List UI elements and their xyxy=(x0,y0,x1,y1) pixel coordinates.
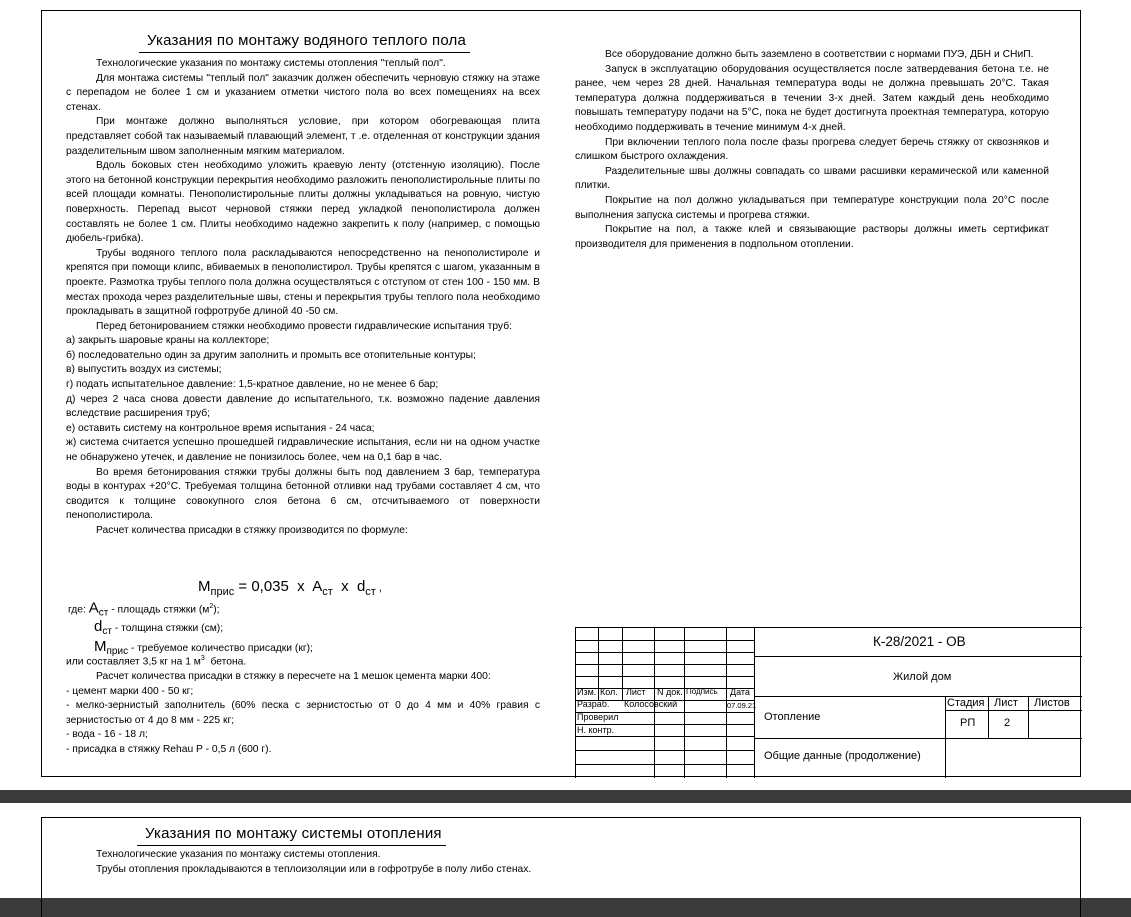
list-item: г) подать испытательное давление: 1,5-кратное давление, но не менее 6 бар; xyxy=(66,379,439,391)
legend-d-sub: ст xyxy=(102,626,112,638)
page-title xyxy=(147,32,466,49)
rate-text: или составляет 3,5 кг на 1 м xyxy=(66,656,201,668)
stamp-role: Н. контр. xyxy=(577,725,615,735)
legend-a-sup: 2 xyxy=(209,603,214,610)
grid-line xyxy=(576,640,754,641)
stamp-header: N док. xyxy=(657,687,683,697)
grid-line xyxy=(598,628,599,700)
grid-line xyxy=(754,738,1082,739)
grid-line xyxy=(576,750,754,751)
paragraph: Технологические указания по монтажу системы отопления "теплый пол". xyxy=(96,58,446,69)
stamp-role: Проверил xyxy=(577,712,619,722)
paragraph: Разделительные швы должны совпадать со швами расшивки керамической или каменной плитки. xyxy=(575,165,1049,192)
grid-line xyxy=(988,696,989,738)
list-item: - присадка в стяжку Rehau P - 0,5 л (600 г). xyxy=(66,743,272,755)
formula-eq: = 0,035 x xyxy=(234,578,313,595)
left-column-bottom-text xyxy=(66,652,540,758)
left-column-text xyxy=(66,57,540,539)
grid-line xyxy=(754,656,1082,657)
formula-x: x xyxy=(332,578,357,595)
list-item: а) закрыть шаровые краны на коллекторе; xyxy=(66,335,270,347)
stamp-header: Подпись xyxy=(686,687,718,696)
formula-d-sub: ст xyxy=(365,586,376,598)
page-title-text: Указания по монтажу водяного теплого пола xyxy=(147,32,467,49)
stamp-header: Лист xyxy=(626,687,646,697)
formula-m: M xyxy=(198,578,211,595)
formula xyxy=(198,578,382,598)
rate-end: бетона. xyxy=(204,656,247,668)
paragraph: Покрытие на пол должно укладываться при температуре конструкции пола 20°С после выполнения запуска системы и прогрева стяжки. xyxy=(575,194,1049,221)
list-item: е) оставить систему на контрольное время испытания - 24 часа; xyxy=(66,422,375,434)
grid-line xyxy=(1028,696,1029,738)
formula-d: d xyxy=(356,578,366,595)
paragraph: Во время бетонирования стяжки трубы должны быть под давлением 3 бар, температура воды в контурах +20°С. Требуемая толщина бетонной отливки над трубами составляет 4 см, что сводится к толщине совокупного слоя бетона 6 см, отсчитываемого от поверхности пенополистирола. xyxy=(66,466,540,522)
stage-value: РП xyxy=(960,717,976,729)
list-item: б) последовательно один за другим заполнить и промыть все отопительные контуры; xyxy=(66,349,476,361)
list-item: - вода - 16 - 18 л; xyxy=(66,729,148,741)
stamp-header: Изм. xyxy=(577,687,597,697)
list-item: - цемент марки 400 - 50 кг; xyxy=(66,685,194,697)
stamp-role: Разраб. xyxy=(577,699,610,709)
grid-line xyxy=(576,676,754,677)
legend-label: где: xyxy=(68,604,86,616)
legend-m-sub: прис xyxy=(106,645,129,657)
list-item: ж) система считается успешно прошедшей гидравлические испытания, если ни на одном участке не обнаружено утечек, и давление не понизилось более, чем на 0,1 бар в час. xyxy=(66,437,540,464)
stamp-header: Кол. xyxy=(600,687,618,697)
legend-line-a xyxy=(68,600,313,620)
sheet-label: Лист xyxy=(994,697,1018,709)
paragraph: Вдоль боковых стен необходимо уложить краевую ленту (отстенную изоляцию). После этого на бетонной конструкции перекрытия необходимо разложить пенополистирольные плиты по всей площади комнаты. Пенополистирольные плиты должны укладываться на ровную, чистую поверхность. Перепад высот черновой стяжки перед укладкой пенополистирола должен составлять не более 1 см. Плиты необходимо надежно закрепить к полу (например, с помощью дюбель-грибка). xyxy=(66,160,540,245)
formula-a-sub: ст xyxy=(322,586,333,598)
legend-m-text: - требуемое количество присадки (кг); xyxy=(128,642,313,654)
rate-sup: 3 xyxy=(200,655,205,662)
paragraph: Перед бетонированием стяжки необходимо провести гидравлические испытания труб: xyxy=(96,320,512,332)
formula-legend xyxy=(68,600,313,659)
legend-a-sub: ст xyxy=(98,607,109,619)
object-name: Жилой дом xyxy=(893,671,952,683)
paragraph: При включении теплого пола после фазы прогрева следует беречь стяжку от сквозняков и слишком быстрого охлаждения. xyxy=(575,136,1049,163)
grid-line xyxy=(945,710,1082,711)
grid-line xyxy=(576,736,754,737)
paragraph: Трубы водяного теплого пола раскладываются непосредственно на пенополистироле и крепятся при помощи клипс, вбиваемых в пенополистирол. Трубы крепятся с шагом, указанным в проекте. Размотка трубы теплого пола должна осуществляться с отступом от стен 100 - 150 мм. В местах прохода через разделительные швы, стены и перекрытия трубы теплого пола необходимо прокладывать в защитной гофротрубе длиной 40 -50 см. xyxy=(66,247,540,318)
grid-line xyxy=(622,628,623,700)
grid-line xyxy=(754,696,1082,697)
legend-a-end: ); xyxy=(213,604,220,616)
section-name: Отопление xyxy=(764,711,821,723)
grid-line xyxy=(576,652,754,653)
grid-line xyxy=(576,764,754,765)
paragraph: Расчет количества присадки в стяжку производится по формуле: xyxy=(96,525,408,536)
legend-d-sym: d xyxy=(94,618,103,636)
paragraph: Покрытие на пол, а также клей и связывающие растворы должны иметь сертификат производителя для применения в подпольном отоплении. xyxy=(575,224,1049,250)
list-item: - мелко-зернистый заполнитель (60% песка с зернистостью от 0 до 4 мм и 40% гравия с зернистостью от 4 до 8 мм - 225 кг; xyxy=(66,700,540,726)
grid-line xyxy=(684,628,685,778)
page-title xyxy=(145,825,442,842)
legend-a-sym: A xyxy=(88,599,99,617)
formula-m-sub: прис xyxy=(210,586,235,598)
paragraph: Для монтажа системы "теплый пол" заказчик должен обеспечить черновую стяжку на этаже с перепадом не более 1 см и указанием отметки чистого пола во всех помещениях на всех стенах. xyxy=(66,72,540,113)
paragraph: Все оборудование должно быть заземлено в соответствии с нормами ПУЭ, ДБН и СНиП. xyxy=(605,49,1034,60)
sheet-title: Общие данные (продолжение) xyxy=(764,750,921,762)
stamp-header: Дата xyxy=(730,687,750,697)
page2-text xyxy=(66,848,540,877)
stamp-date: 07.09.21 xyxy=(727,701,757,710)
formula-a: A xyxy=(312,578,323,595)
sheets-label: Листов xyxy=(1034,697,1070,709)
title-block xyxy=(575,627,1082,778)
legend-m-sym: M xyxy=(94,637,107,655)
list-item: в) выпустить воздух из системы; xyxy=(66,364,222,376)
grid-line xyxy=(945,696,946,778)
stage-label: Стадия xyxy=(947,697,985,709)
rate-line xyxy=(66,652,540,670)
title-underline xyxy=(139,52,470,53)
grid-line xyxy=(576,664,754,665)
paragraph: Трубы отопления прокладываются в теплоизоляции или в гофротрубе в полу либо стенах. xyxy=(96,863,532,875)
stamp-developer: Колосовский xyxy=(624,699,678,709)
list-item: д) через 2 часа снова довести давление до испытательного, т.к. возможно падение давления вследствие расширения труб; xyxy=(66,393,540,420)
page-title-text: Указания по монтажу системы отопления xyxy=(145,825,442,842)
sheet-value: 2 xyxy=(1004,717,1011,729)
formula-tail: , xyxy=(375,582,382,594)
title-underline xyxy=(137,845,446,846)
paragraph: При монтаже должно выполняться условие, при котором обогревающая плита представляет собой так называемый плавающий элемент, т .е. отделенная от конструкции здания разделительным швом заполненным мягким материалом. xyxy=(66,116,540,157)
paragraph: Запуск в эксплуатацию оборудования осуществляется после затвердевания бетона т.е. не ранее, чем через 28 дней. Начальная температура воды не должна превышать 20°С. Такая температура должна поддерживаться в течении 3-х дней. Затем каждый день необходимо повышать температуру подачи на 5°С, пока не будет достигнута проектная температура, которую необходимо поддерживать в течение минимум 4-х дней. xyxy=(575,63,1049,133)
legend-a-text: - площадь стяжки (м xyxy=(108,604,210,616)
paragraph: Расчет количества присадки в стяжку в пересчете на 1 мешок цемента марки 400: xyxy=(96,671,491,683)
document-code: К-28/2021 - ОВ xyxy=(873,634,966,649)
legend-d-text: - толщина стяжки (см); xyxy=(111,623,224,635)
paragraph: Технологические указания по монтажу системы отопления. xyxy=(96,849,381,860)
right-column-text xyxy=(575,48,1049,252)
